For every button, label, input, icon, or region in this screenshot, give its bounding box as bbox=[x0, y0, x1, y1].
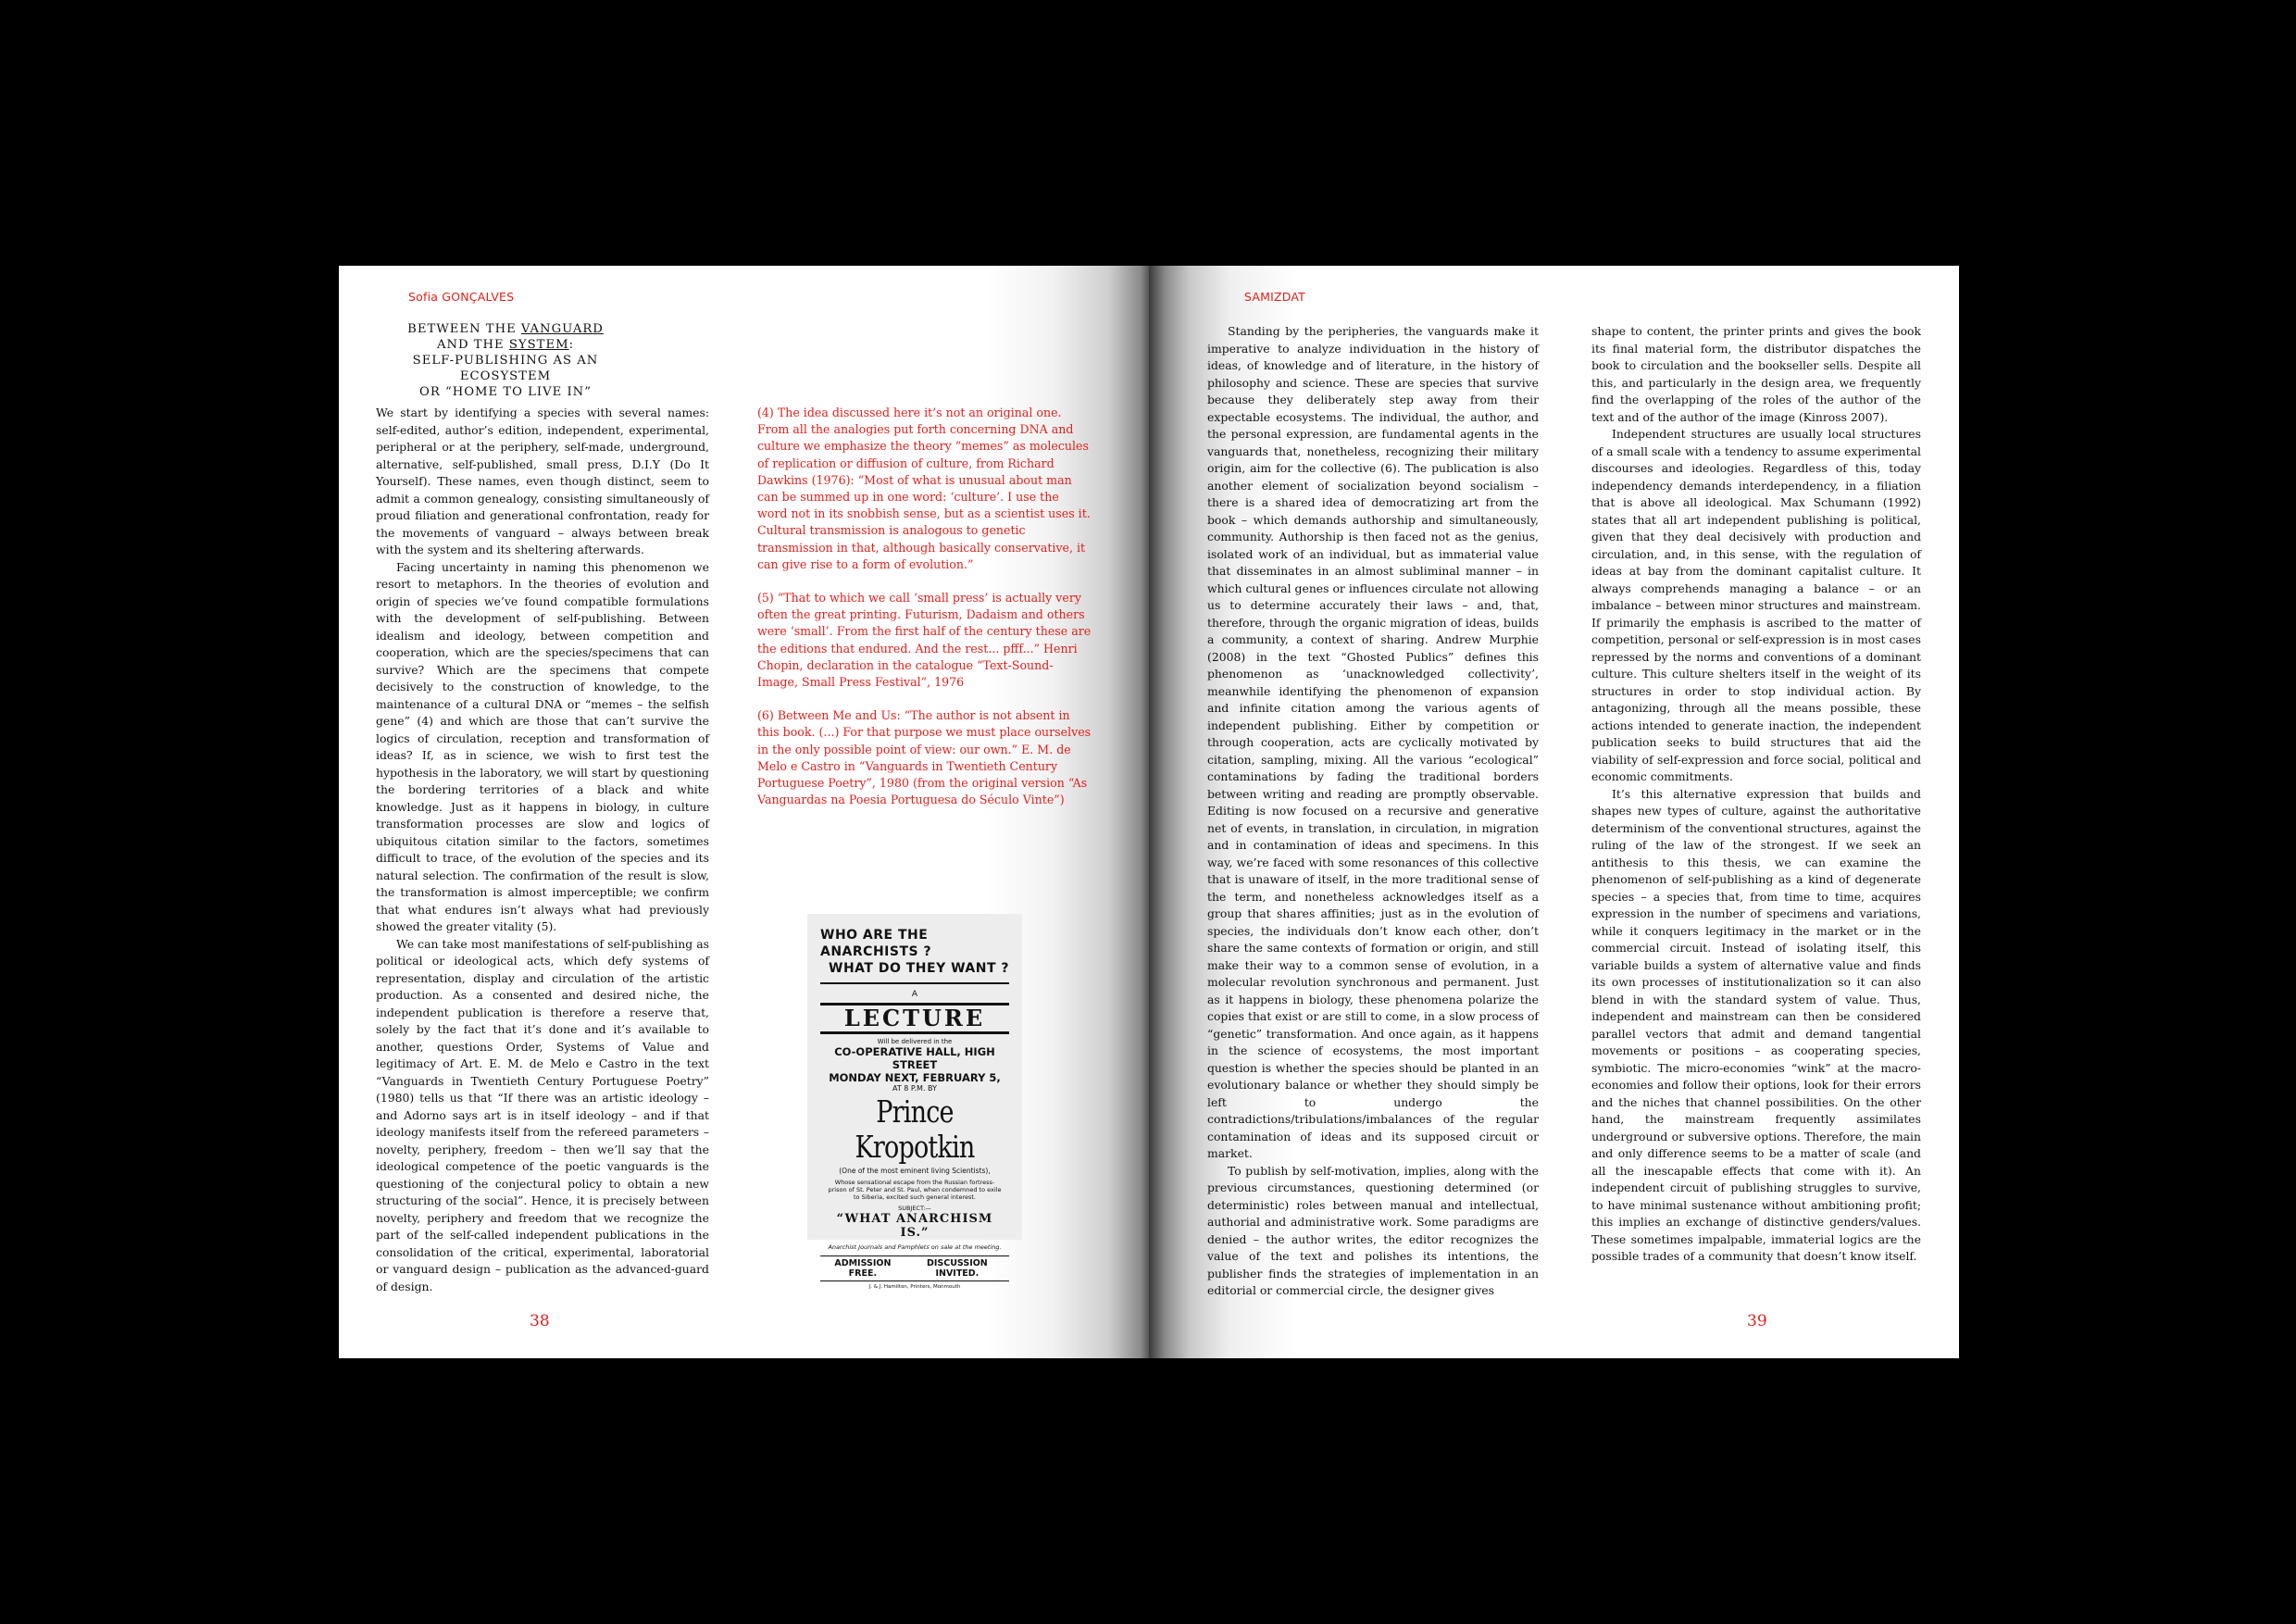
title-line-2: AND THE SYSTEM: bbox=[436, 338, 575, 352]
running-head-publication: SAMIZDAT bbox=[1244, 290, 1305, 304]
poster-line: Will be delivered in the bbox=[877, 1038, 953, 1045]
poster-line: CO-OPERATIVE HALL, HIGH STREET bbox=[834, 1045, 995, 1071]
right-body-column-2 bbox=[1591, 323, 1921, 1266]
footnote-5: (5) “That to which we call ‘small press’ is actually very often the great printing. Futurism, Dadaism and others were ‘small’. From the first half of the century these are the editions that endured. And the rest... pfff...” Henri Chopin, declaration in the catalogue “Text-Sound-Image, Small Press Festival”, 1976 bbox=[757, 591, 1092, 690]
poster-line: AT 8 P.M. BY bbox=[892, 1084, 937, 1093]
body-paragraph: Independent structures are usually local structures of a small scale with a tendency to assume experimental discourses and ideologies. Regardless of this, today independency demands interdependency, in a filiation that is above all ideological. Max Schumann (1992) states that all art independent publishing is political, given that they deal decisively with production and circulation, and, in this sense, with the regulation of ideas at bay from the dominant capitalist culture. It always comprehends managing a balance – or an imbalance – between minor structures and mainstream. If primarily the emphasis is ascribed to the matter of competition, personal or self-expression is in most cases repressed by the norms and conventions of a dominant culture. This culture shelters itself in the weight of its structures in order to stop individual action. By antagonizing, through all the means possible, these actions intended to generate inaction, the independent publication seeks to build structures that aid the viability of self-expression and force social, political and economic commitments. bbox=[1591, 427, 1921, 783]
poster-line: (One of the most eminent living Scientists), bbox=[839, 1167, 991, 1175]
page-number-right: 39 bbox=[1747, 1312, 1767, 1330]
poster-line: LECTURE bbox=[820, 1003, 1009, 1034]
page-number-left: 38 bbox=[530, 1312, 550, 1330]
footnote-6: (6) Between Me and Us: “The author is not absent in this book. (...) For that purpose we must place ourselves in the only possible point of view: our own.” E. M. de Melo e Castro in “Vanguards in Twentieth Century Portuguese Poetry”, 1980 (from the original version “As Vanguardas na Poesia Portuguesa do Século Vinte”) bbox=[757, 708, 1092, 807]
left-page bbox=[339, 266, 1149, 1358]
poster-subject: “WHAT ANARCHISM IS.” bbox=[836, 1212, 993, 1240]
body-paragraph: Facing uncertainty in naming this phenomenon we resort to metaphors. In the theories of evolution and origin of species we’ve found compatible formulations with the development of self-publishing. Between idealism and ideology, between competition and cooperation, which are the species/specimens that can survive? Which are the specimens that compete decisively to the construction of knowledge, to the maintenance of a cultural DNA or “memes – the selfish gene” (4) and which are those that can’t survive the logics of circulation, reception and transformation of ideas? If, as in science, we wish to first test the hypothesis in the laboratory, we will start by questioning the bordering territories of a black and white knowledge. Just as it happens in biology, in culture transformation processes are slow and logics of ubiquitous citation similar to the factors, sometimes difficult to trace, of the evolution of the species and its natural selection. The confirmation of the result is slow, the transformation is almost imperceptible; we confirm that what endures isn’t always what had previously showed the greater vitality (5). bbox=[376, 559, 709, 933]
poster-line: WHAT DO THEY WANT ? bbox=[820, 960, 1009, 984]
kropotkin-lecture-poster bbox=[807, 914, 1022, 1290]
book-spread bbox=[339, 266, 1959, 1358]
body-paragraph: To publish by self-motivation, implies, along with the previous circumstances, questioning determined (or deterministic) roles between manual and intellectual, authorial and administrative work. Some paradigms are denied – the author writes, the editor recognizes the value of the text and polishes its intentions, the publisher finds the strategies of implementation in an editorial or commercial circle, the designer gives bbox=[1207, 1163, 1539, 1297]
poster-line: WHO ARE THE ANARCHISTS ? bbox=[820, 928, 932, 959]
body-paragraph: We can take most manifestations of self-publishing as political or ideological acts, which defy systems of representation, display and circulation of the artistic production. As a consented and desired niche, the independent publication is therefore a reserve that, solely by the fact that it’s done and it’s available to another, questions Order, Systems of Value and legitimacy of Art. E. M. de Melo e Castro in the text “Vanguards in Twentieth Century Portuguese Poetry” (1980) tells us that “If there was an artistic ideology – and Adorno says art is in itself ideology – and if that ideology manifests itself from the refereed parameters – novelty, periphery, freedom – then we’ll say that the ideological competence of the poetic vanguards is the questioning of the conjectural policy to obtain a new structuring of the social”. Hence, it is precisely between novelty, periphery and freedom that we recognize the part of the self-called independent publications in the consolidation of the critical, experimental, laboratorial or vanguard design – publication as the advanced-guard of design. bbox=[376, 936, 709, 1293]
title-line-3: SELF-PUBLISHING AS AN ECOSYSTEM bbox=[412, 354, 599, 383]
footnote-4: (4) The idea discussed here it’s not an original one. From all the analogies put forth concerning DNA and culture we emphasize the theory “memes” as molecules of replication or diffusion of culture, from Richard Dawkins (1976): “Most of what is unusual about man can be summed up in one word: ‘culture’. I use the word not in its snobbish sense, but as a scientist uses it. Cultural transmission is analogous to genetic transmission in that, although basically conservative, it can give rise to a form of evolution.” bbox=[757, 406, 1091, 571]
body-paragraph: Standing by the peripheries, the vanguards make it imperative to analyze individuation in the history of ideas, of knowledge and of literature, in the history of philosophy and science. These are species that survive because they deliberately step away from their expectable ecosystems. The individual, the author, and the personal expression, are fundamental agents in the vanguards that, nonetheless, recognizing their military origin, aim for the collective (6). The publication is also another element of socialization beyond socialism – there is a shared idea of democratizing art from the book – which demands authorship and simultaneously, community. Authorship is then faced not as the genius, isolated work of an individual, but as immaterial value that disseminates in an almost subliminal manner – in which cultural genes or influences circulate not allowing us to determine accurately their laws – and, that, therefore, through the organic migration of ideas, builds a community, a context of sharing. Andrew Murphie (2008) in the text “Ghosted Publics” defines this phenomenon as ‘unacknowledged collectivity’, meanwhile identifying the phenomenon of expansion and infinite citation among the various agents of independent publishing. Either by competition or through cooperation, acts are cyclically motivated by citation, sampling, mixing. All the various “ecological” contaminations by fading the traditional borders between writing and reading are promptly observable. Editing is now focused on a recursive and generative net of events, in translation, in circulation, in migration and in contamination of ideas and specimens. In this way, we’re faced with some resonances of this collective that is unaware of itself, in the more traditional sense of the term, and nonetheless acknowledges itself as a group that shares affinities; just as in the evolution of species, the individuals don’t know each other, don’t share the same contexts of formation or origin, and still make their way to a common sense of evolution, in a molecular revolution synchronous and permanent. Just as it happens in biology, these phenomena polarize the copies that exist or are still to come, in a slow process of “genetic” transformation. And once again, as it happens in the science of ecosystems, the most important question is whether the species should be planted in an evolutionary balance or whether they should simply be left to undergo the contradictions/tribulations/imbalances of the regular contamination of ideas and its supposed circuit or market. bbox=[1207, 324, 1539, 1160]
body-paragraph: We start by identifying a species with several names: self-edited, author’s edition, independent, experimental, peripheral or at the periphery, self-made, underground, alternative, self-published, small press, D.I.Y (Do It Yourself). These names, even though distinct, seem to admit a common genealogy, consisting simultaneously of proud filiation and generational confrontation, ready for the movements of vanguard – always between break with the system and its sheltering afterwards. bbox=[376, 406, 709, 556]
poster-line: Anarchist Journals and Pamphlets on sale at the meeting. bbox=[828, 1243, 1002, 1251]
title-line-4: OR “HOME TO LIVE IN” bbox=[419, 385, 592, 399]
right-body-column-1 bbox=[1207, 323, 1539, 1300]
right-page bbox=[1149, 266, 1959, 1358]
body-paragraph: shape to content, the printer prints and gives the book its final material form, the distributor dispatches the book to circulation and the bookseller sells. Despite all this, and particularly in the design area, we frequently find the overlapping of the roles of the author of the text and of the author of the image (Kinross 2007). bbox=[1591, 324, 1921, 424]
poster-line: MONDAY NEXT, FEBRUARY 5, bbox=[829, 1071, 1001, 1084]
poster-line: A bbox=[911, 990, 918, 999]
poster-printer: J. & J. Hamilton, Printers, Monmouth bbox=[868, 1284, 961, 1290]
poster-line: Whose sensational escape from the Russian fortress-prison of St. Peter and St. Paul, when condemned to exile to Siberia, excited such general interest. bbox=[828, 1179, 1002, 1201]
left-body-column bbox=[376, 405, 709, 1295]
title-line-1: BETWEEN THE VANGUARD bbox=[407, 322, 604, 336]
chapter-title bbox=[376, 321, 635, 400]
body-paragraph: It’s this alternative expression that builds and shapes new types of culture, against the authoritative determinism of the conventional structures, against the ruling of the law of the strongest. If we seek an antithesis to this thesis, we can examine the phenomenon of self-publishing as a kind of degenerate species – a species that, from time to time, acquires expression in the number of specimens and variations, while it conquers legitimacy in the market or in the commercial circuit. Instead of isolating itself, this variable builds a system of alternative value and finds its own processes of institutionalization so it can also blend in with the standard system of value. Thus, independent and mainstream can then be considered parallel vectors that admit and demand tangential movements or positions – as cooperating species, symbiotic. The micro-economies “wink” at the macro-economies and follow their options, look for their errors and the niches that channel possibilities. On the other hand, the mainstream frequently assimilates underground or subversive options. Therefore, the main and only difference seems to be a matter of scale (and all the inescapable effects that come with it). An independent circuit of publishing struggles to survive, to have minimal sustenance without ambitioning profit; this implies an exchange of distinctive genders/values. These sometimes impalpable, immaterial logics are the possible trades of a community that doesn’t know itself. bbox=[1591, 786, 1921, 1263]
poster-admission: ADMISSION FREE. DISCUSSION INVITED. bbox=[820, 1255, 1009, 1281]
poster-speaker: Prince Kropotkin bbox=[855, 1093, 975, 1165]
footnotes bbox=[757, 405, 1092, 825]
running-head-author: Sofia GONÇALVES bbox=[408, 290, 515, 304]
poster-line: SUBJECT:— bbox=[898, 1205, 931, 1212]
